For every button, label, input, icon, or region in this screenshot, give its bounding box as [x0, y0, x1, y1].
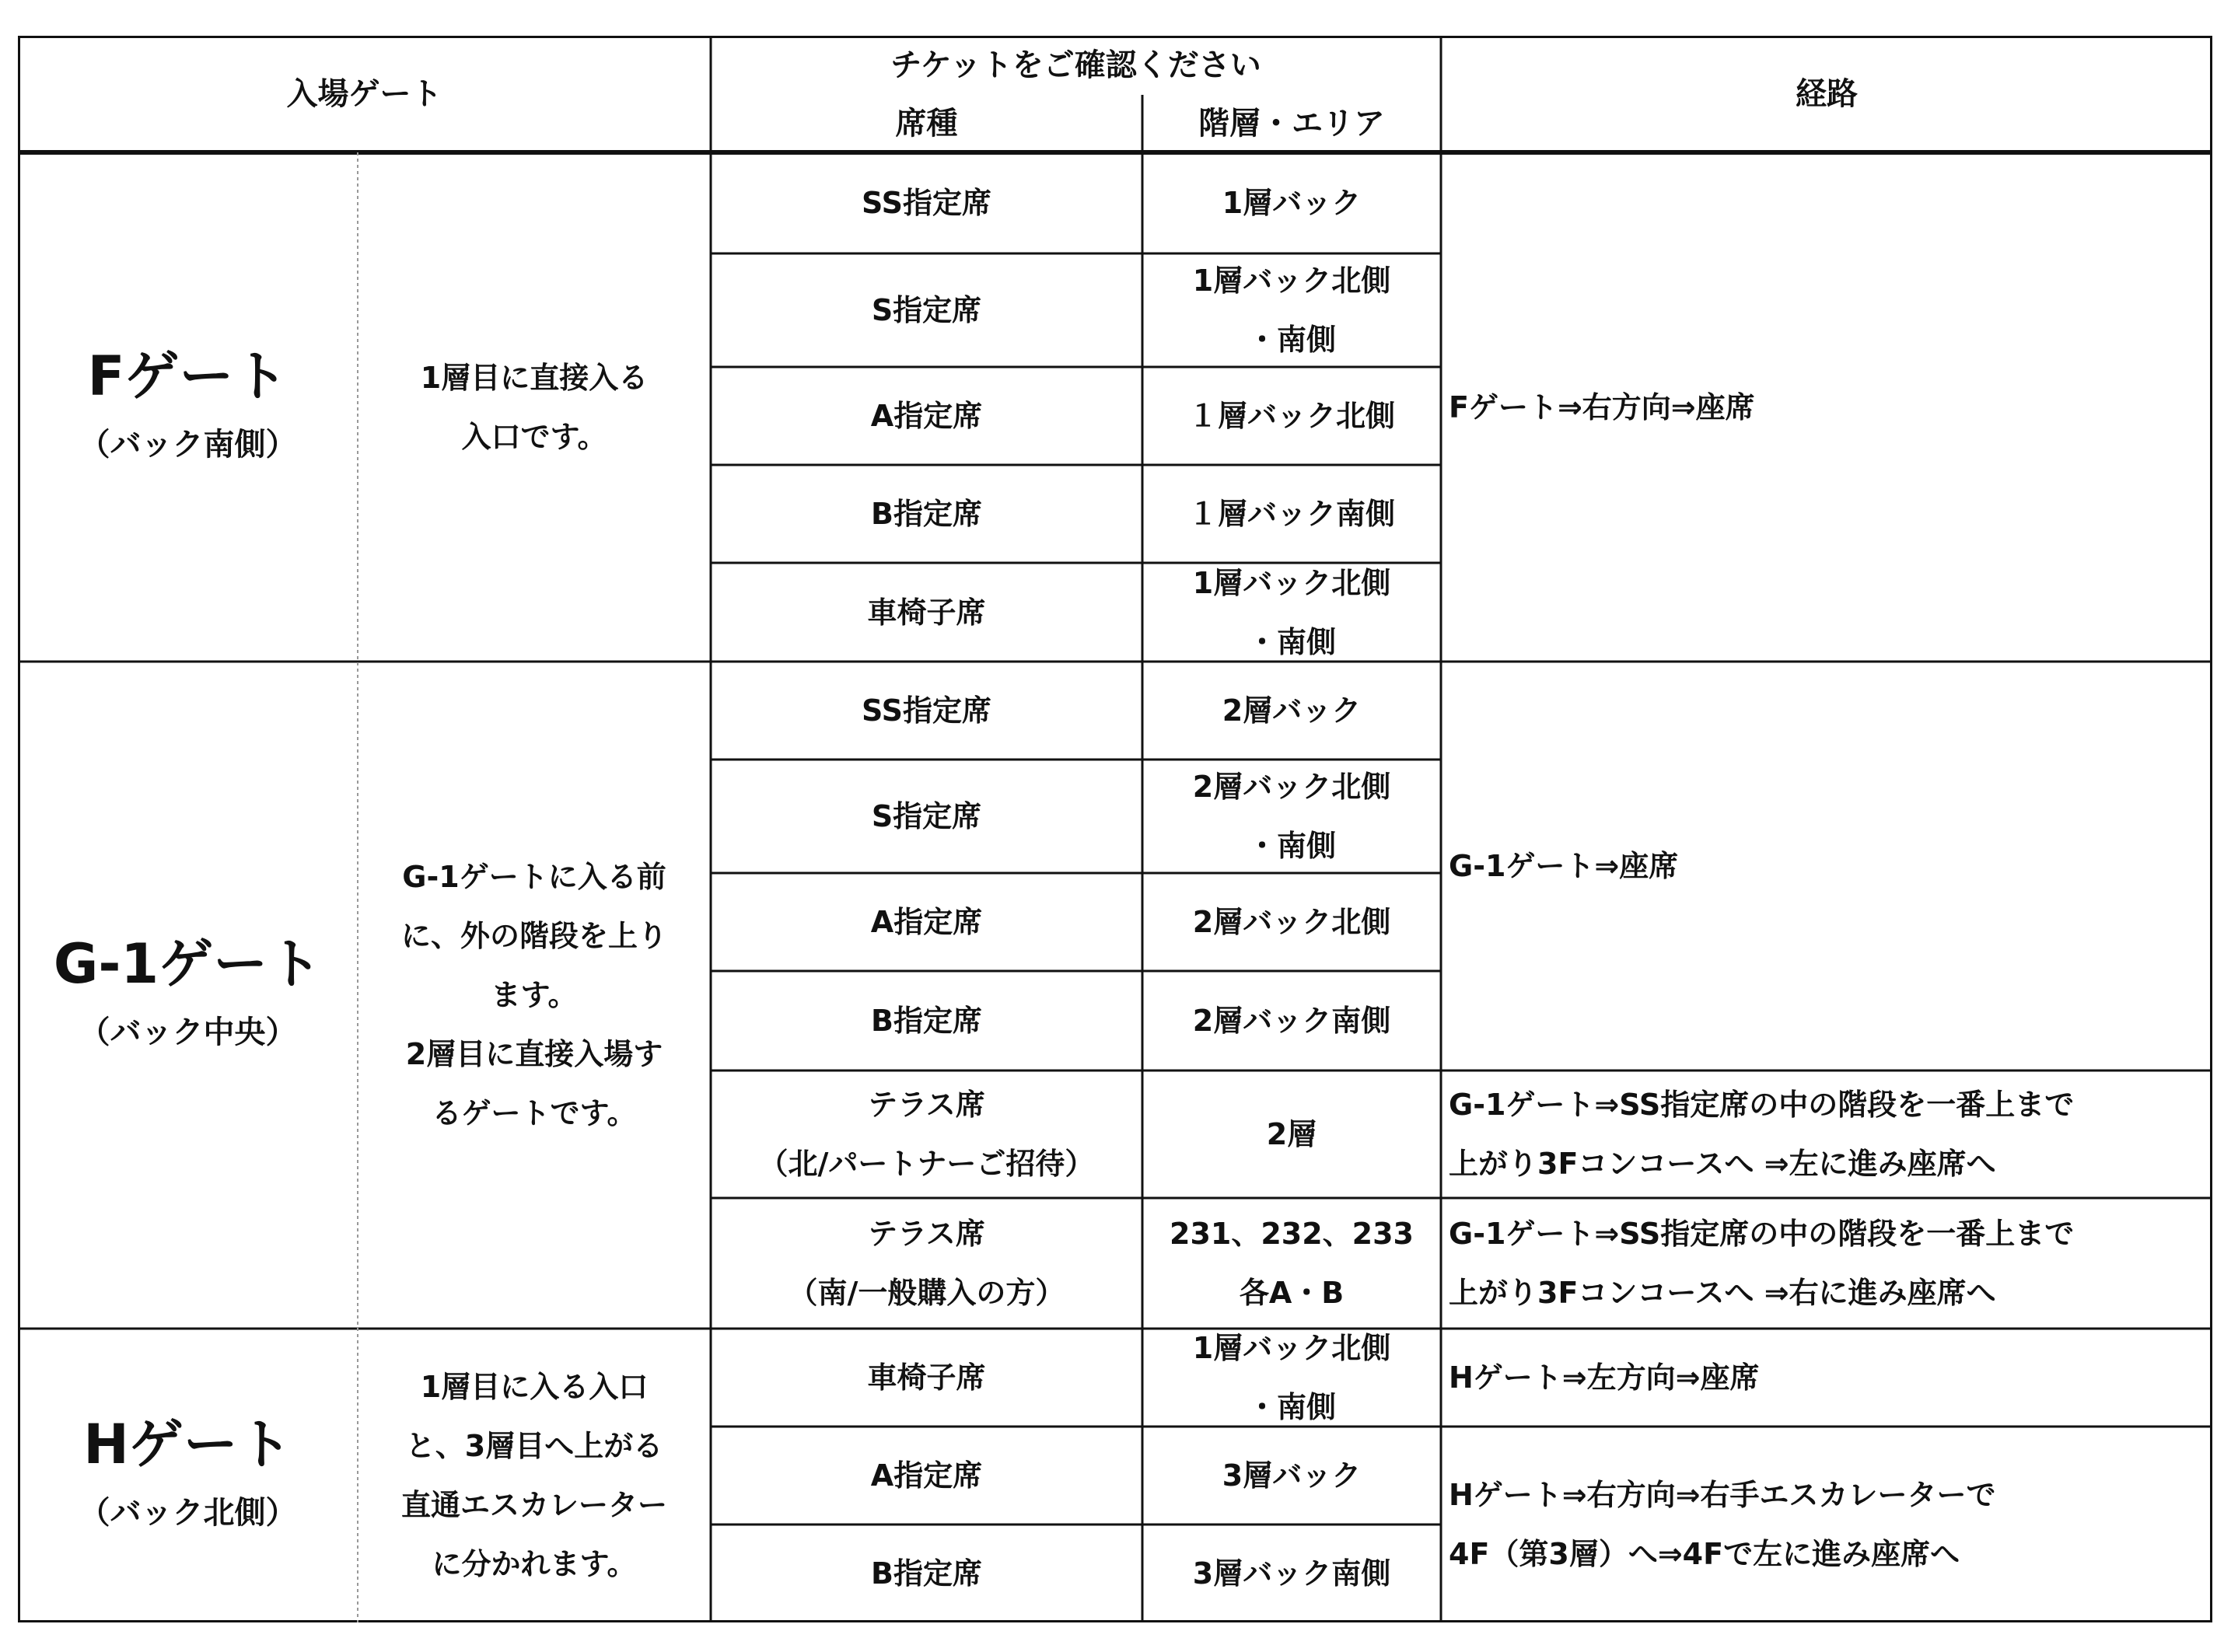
floor-area-line: 1層バック北側	[1192, 565, 1391, 600]
header-seat-type	[711, 95, 1142, 152]
gate-description	[358, 152, 711, 662]
seat-type-cell	[711, 760, 1142, 873]
seat-type-cell	[711, 1198, 1142, 1329]
description-line: 1層目に入る入口	[420, 1370, 649, 1404]
seat-type-cell	[711, 1329, 1142, 1427]
gate-location: （バック中央）	[79, 1015, 297, 1050]
floor-area-cell	[1142, 367, 1441, 465]
route-line: 上がり3Fコンコースへ ⇒右に進み座席へ	[1449, 1276, 1996, 1310]
gate-cell	[18, 1329, 358, 1622]
header-route-label: 経路	[1796, 76, 1858, 112]
seat-type-line: A指定席	[870, 905, 983, 939]
description-line: に、外の階段を上り	[400, 919, 667, 953]
seat-type-cell	[711, 1525, 1142, 1622]
description-line: 2層目に直接入場す	[405, 1037, 663, 1071]
route-line: 4F（第3層）へ⇒4Fで左に進み座席へ	[1449, 1537, 1960, 1571]
route-line: G-1ゲート⇒座席	[1449, 849, 1679, 883]
floor-area-cell	[1142, 465, 1441, 563]
description-line: G-1ゲートに入る前	[402, 860, 666, 894]
floor-area-line: 2層バック	[1222, 693, 1362, 728]
route-cell	[1441, 1427, 2212, 1622]
header-floor-area	[1142, 95, 1441, 152]
seat-type-cell	[711, 873, 1142, 971]
seat-type-cell	[711, 152, 1142, 253]
route-line: G-1ゲート⇒SS指定席の中の階段を一番上まで	[1449, 1217, 2075, 1251]
floor-area-line: １層バック南側	[1187, 497, 1395, 531]
gate-location: （バック南側）	[79, 426, 297, 463]
description-line: 入口です。	[461, 419, 607, 454]
floor-area-line: 3層バック	[1222, 1458, 1362, 1493]
seat-type-cell	[711, 662, 1142, 760]
header-ticket-check-label: チケットをご確認ください	[890, 47, 1261, 83]
seat-type-cell	[711, 253, 1142, 367]
gate-cell	[18, 152, 358, 662]
gate-description	[358, 662, 711, 1329]
description-line: に分かれます。	[432, 1547, 637, 1581]
seat-type-line: SS指定席	[861, 186, 992, 220]
floor-area-cell	[1142, 1427, 1441, 1525]
route-cell	[1441, 1198, 2212, 1329]
gate-name: G-1ゲート	[53, 932, 323, 996]
floor-area-line: ・南側	[1247, 1390, 1336, 1424]
floor-area-line: 231、232、233	[1170, 1217, 1414, 1251]
gate-cell	[18, 662, 358, 1329]
floor-area-cell	[1142, 1070, 1441, 1198]
seat-type-line: SS指定席	[861, 693, 992, 728]
route-cell	[1441, 1070, 2212, 1198]
route-cell	[1441, 662, 2212, 1070]
seat-type-line: B指定席	[871, 1556, 982, 1591]
seat-type-line: （南/一般購入の方）	[788, 1276, 1065, 1310]
seat-type-line: B指定席	[871, 497, 982, 531]
header-gate-label: 入場ゲート	[286, 76, 442, 112]
floor-area-cell	[1142, 152, 1441, 253]
seat-type-line: A指定席	[870, 1458, 983, 1493]
header-gate	[18, 36, 711, 152]
floor-area-line: 2層バック北側	[1192, 905, 1391, 939]
seat-type-line: B指定席	[871, 1004, 982, 1038]
header-ticket-check	[711, 36, 1441, 95]
floor-area-line: 2層バック南側	[1192, 1004, 1391, 1038]
route-line: Fゲート⇒右方向⇒座席	[1449, 389, 1755, 424]
header-floor-area-label: 階層・エリア	[1198, 106, 1385, 141]
seat-type-cell	[711, 971, 1142, 1070]
description-line: 直通エスカレーター	[400, 1488, 667, 1522]
route-line: Hゲート⇒右方向⇒右手エスカレーターで	[1449, 1478, 1996, 1512]
gate-name: Hゲート	[83, 1413, 292, 1476]
floor-area-cell	[1142, 1329, 1441, 1427]
gate-location: （バック北側）	[79, 1495, 297, 1531]
route-cell	[1441, 152, 2212, 662]
floor-area-line: ・南側	[1247, 829, 1336, 863]
floor-area-cell	[1142, 760, 1441, 873]
route-line: 上がり3Fコンコースへ ⇒左に進み座席へ	[1449, 1147, 1996, 1181]
description-line: ます。	[491, 978, 578, 1012]
floor-area-line: 1層バック北側	[1192, 1331, 1391, 1365]
description-line: るゲートです。	[432, 1096, 637, 1130]
description-line: と、3層目へ上がる	[405, 1429, 663, 1463]
floor-area-cell	[1142, 253, 1441, 367]
route-line: G-1ゲート⇒SS指定席の中の階段を一番上まで	[1449, 1088, 2075, 1122]
floor-area-cell	[1142, 971, 1441, 1070]
route-cell	[1441, 1329, 2212, 1427]
seat-type-cell	[711, 367, 1142, 465]
route-line: Hゲート⇒左方向⇒座席	[1449, 1360, 1760, 1395]
seat-type-line: S指定席	[871, 293, 982, 327]
description-line: 1層目に直接入る	[420, 360, 649, 395]
seat-type-line: テラス席	[868, 1217, 985, 1251]
floor-area-cell	[1142, 563, 1441, 662]
floor-area-line: ・南側	[1247, 624, 1336, 659]
floor-area-line: 2層	[1266, 1117, 1317, 1151]
gate-name: Fゲート	[87, 344, 288, 408]
header-route	[1441, 36, 2212, 152]
floor-area-cell	[1142, 873, 1441, 971]
seat-type-cell	[711, 1427, 1142, 1525]
gate-description	[358, 1329, 711, 1622]
floor-area-line: 1層バック	[1222, 186, 1362, 220]
seat-type-cell	[711, 1070, 1142, 1198]
floor-area-line: 2層バック北側	[1192, 770, 1391, 804]
floor-area-line: 3層バック南側	[1192, 1556, 1391, 1591]
seating-guide-table	[18, 36, 2212, 1622]
floor-area-cell	[1142, 1198, 1441, 1329]
header-seat-type-label: 席種	[895, 106, 958, 141]
floor-area-line: 1層バック北側	[1192, 264, 1391, 298]
seat-type-line: （北/パートナーご招待）	[758, 1147, 1095, 1181]
floor-area-line: 各A・B	[1239, 1276, 1345, 1310]
seat-type-line: A指定席	[870, 399, 983, 433]
seat-type-line: テラス席	[868, 1088, 985, 1122]
floor-area-line: １層バック北側	[1187, 399, 1395, 433]
seat-type-line: S指定席	[871, 799, 982, 833]
floor-area-cell	[1142, 1525, 1441, 1622]
floor-area-cell	[1142, 662, 1441, 760]
seat-type-line: 車椅子席	[867, 595, 986, 630]
seat-type-line: 車椅子席	[867, 1360, 986, 1395]
seat-type-cell	[711, 465, 1142, 563]
floor-area-line: ・南側	[1247, 323, 1336, 357]
seat-type-cell	[711, 563, 1142, 662]
